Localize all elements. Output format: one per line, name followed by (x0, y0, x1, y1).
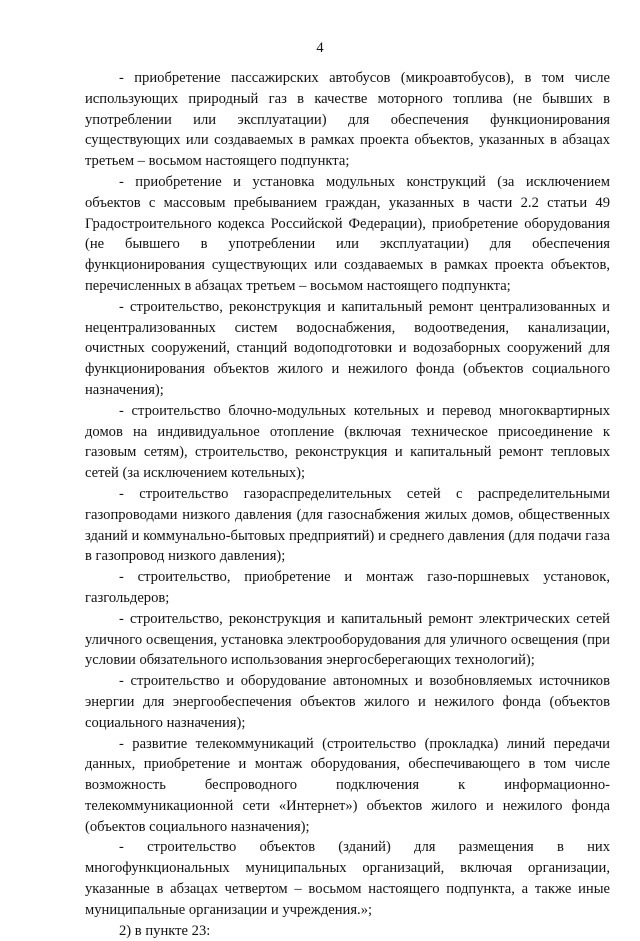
paragraph-gas-piston-units: - строительство, приобретение и монтаж газо-поршневых установок, газгольдеров; (85, 569, 610, 606)
paragraph-boiler-houses: - строительство блочно-модульных котельных и перевод многоквартирных домов на индивидуальное отопление (включая техническое присоединение к газовым сетям), строительство, реконструкция и капитальный ремонт тепловых сетей (за исключением котельных); (85, 402, 610, 482)
paragraph-modular-structures: - приобретение и установка модульных конструкций (за исключением объектов с массовым пребыванием граждан, указанных в части 2.2 статьи 49 Градостроительного кодекса Российской Федерации), приобретение оборудования (не бывшего в употреблении или эксплуатации) для обеспечения функционирования существующих или создаваемых в рамках проекта объектов, перечисленных в абзацах третьем – восьмом настоящего подпункта; (85, 173, 610, 294)
paragraph-gas-networks: - строительство газораспределительных сетей с распределительными газопроводами низкого давления (для газоснабжения жилых домов, общественных зданий и коммунально-бытовых предприятий) и среднего давления (для подачи газа в газопровод низкого давления); (85, 485, 610, 565)
paragraph-street-lighting: - строительство, реконструкция и капитальный ремонт электрических сетей уличного освещения, установка электрооборудования для уличного освещения (при условии обязательного использования энергосберегающих технологий); (85, 610, 610, 669)
paragraph-multifunctional-buildings: - строительство объектов (зданий) для размещения в них многофункциональных муниципальных организаций, включая организации, указанные в абзацах четвертом – восьмом настоящего подпункта, а также иные муниципальные организации и учреждения.»; (85, 839, 610, 918)
paragraph-water-systems: - строительство, реконструкция и капитальный ремонт централизованных и нецентрализованных систем водоснабжения, водоотведения, канализации, очистных сооружений, станций водоподготовки и водозаборных сооружений для функционирования объектов жилого и нежилого фонда (объектов социального назначения); (85, 298, 610, 398)
document-body (85, 68, 610, 941)
paragraph-autonomous-energy: - строительство и оборудование автономных и возобновляемых источников энергии для энергообеспечения объектов жилого и нежилого фонда (объектов социального назначения); (85, 673, 610, 731)
paragraph-passenger-buses: - приобретение пассажирских автобусов (микроавтобусов), в том числе использующих природный газ в качестве моторного топлива (не бывших в употреблении или эксплуатации) для обеспечения функционирования существующих или создаваемых в рамках проекта объектов, указанных в абзацах третьем – восьмом настоящего подпункта; (85, 70, 610, 170)
paragraph-telecommunications: - развитие телекоммуникаций (строительство (прокладка) линий передачи данных, приобретение и монтаж оборудования, обеспечивающего в том числе возможность беспроводного подключения к информационно-телекоммуникационной сети «Интернет») объектов жилого и нежилого фонда (объектов социального назначения); (85, 735, 610, 835)
paragraph-clause-23: 2) в пункте 23: (119, 922, 211, 939)
page-number: 4 (316, 40, 324, 56)
